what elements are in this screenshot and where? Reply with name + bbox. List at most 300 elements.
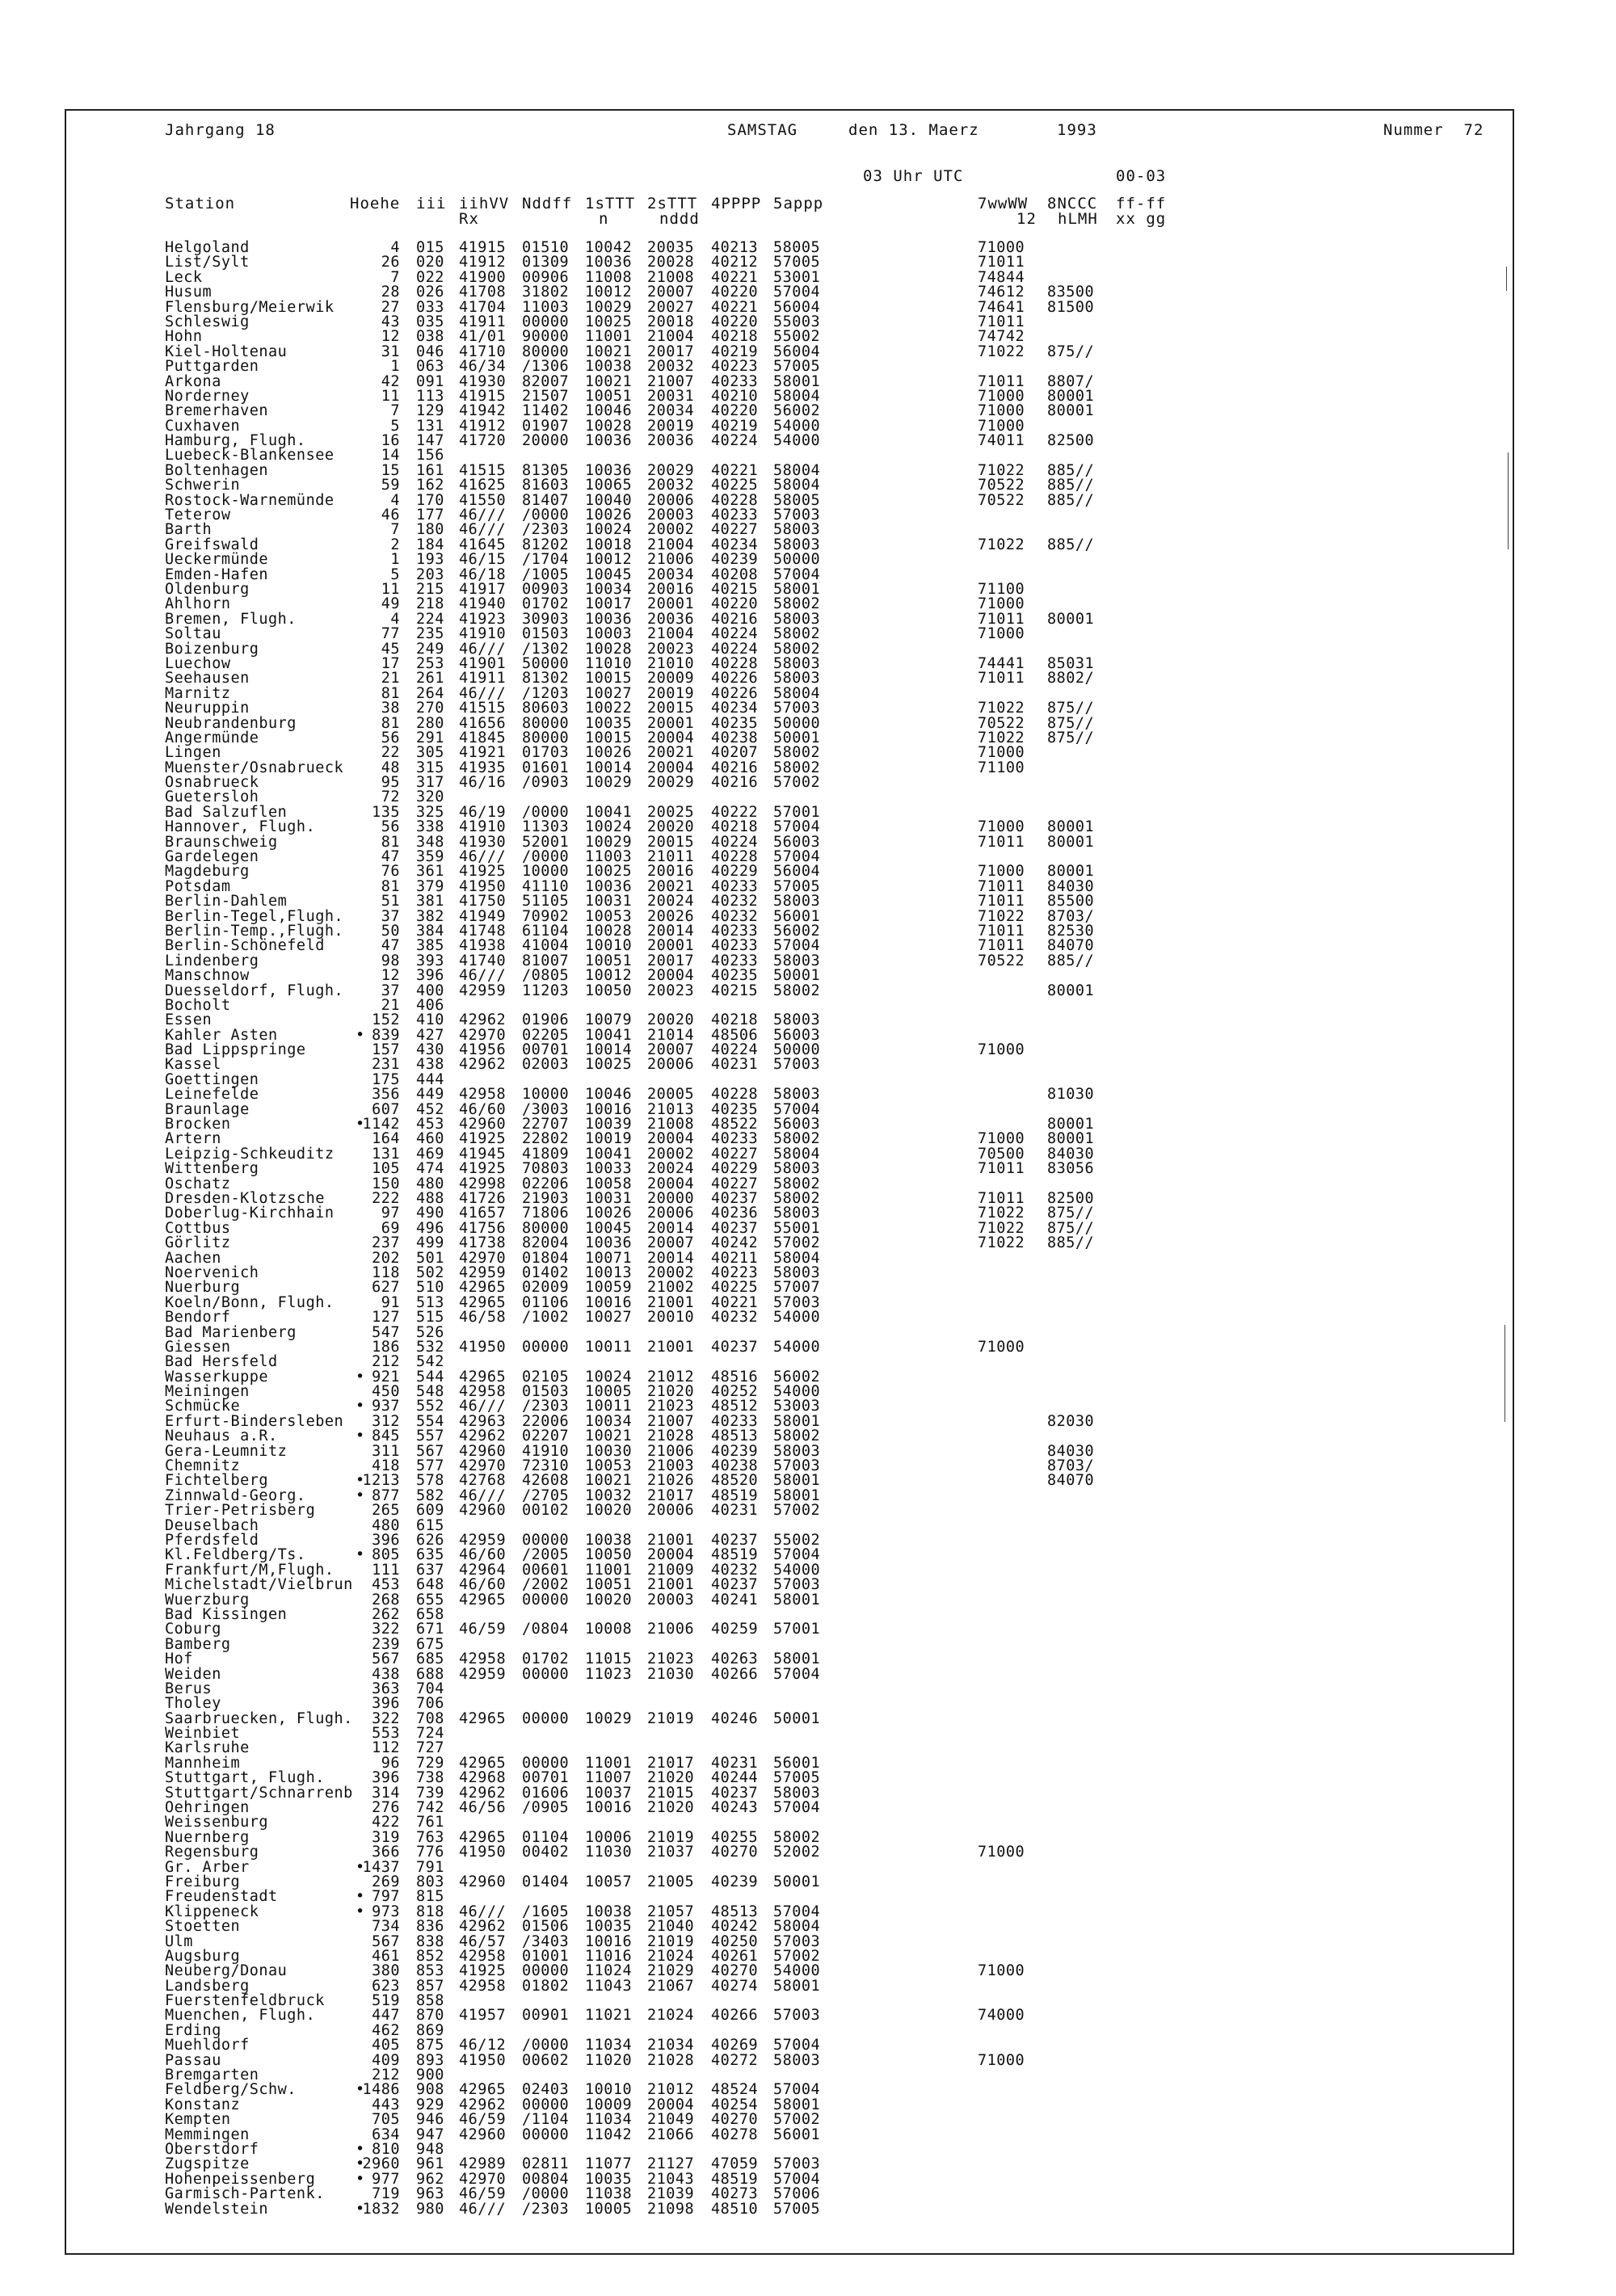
station-cell: 54000 bbox=[773, 1962, 821, 1980]
station-cell: Mannheim bbox=[165, 1754, 241, 1772]
station-cell: 875// bbox=[1047, 700, 1095, 717]
station-cell: 22 bbox=[381, 744, 400, 762]
station-cell: 41950 bbox=[459, 1844, 507, 1861]
station-cell: 71000 bbox=[978, 1962, 1025, 1980]
station-cell: 317 bbox=[416, 774, 444, 792]
station-cell: 41912 bbox=[459, 417, 507, 435]
station-cell: 58002 bbox=[773, 1190, 821, 1207]
station-cell: 845 bbox=[372, 1428, 400, 1445]
station-cell: 10011 bbox=[585, 1338, 633, 1356]
station-cell: 980 bbox=[416, 2200, 444, 2218]
station-cell: 11007 bbox=[585, 1769, 633, 1787]
station-cell: 305 bbox=[416, 744, 444, 762]
station-cell: 58001 bbox=[773, 2096, 821, 2113]
station-cell: 10051 bbox=[585, 952, 633, 969]
station-cell: 11001 bbox=[585, 1754, 633, 1772]
station-cell: 58002 bbox=[773, 1130, 821, 1148]
mountain-station-marker bbox=[356, 2038, 365, 2053]
station-cell: 671 bbox=[416, 1621, 444, 1638]
station-cell: 42962 bbox=[459, 1056, 507, 1074]
station-cell: 791 bbox=[416, 1858, 444, 1876]
station-cell: Erfurt-Bindersleben bbox=[165, 1412, 344, 1430]
station-cell: 510 bbox=[416, 1279, 444, 1297]
station-cell: Saarbruecken, Flugh. bbox=[165, 1709, 353, 1727]
station-cell: 31802 bbox=[522, 284, 570, 301]
station-cell: 655 bbox=[416, 1591, 444, 1608]
station-cell bbox=[711, 1355, 758, 1369]
station-cell: Luechow bbox=[165, 654, 231, 672]
station-cell: 58001 bbox=[773, 1472, 821, 1490]
station-cell: 58002 bbox=[773, 625, 821, 643]
station-cell: 57004 bbox=[773, 1100, 821, 1118]
station-cell: 72 bbox=[381, 788, 400, 806]
station-cell bbox=[1047, 1697, 1094, 1711]
scan-artifact bbox=[1508, 452, 1509, 549]
station-cell: 90000 bbox=[522, 328, 570, 346]
station-cell: 40221 bbox=[711, 1293, 759, 1311]
station-cell: Dresden-Klotzsche bbox=[165, 1190, 325, 1207]
station-cell: 40239 bbox=[711, 551, 759, 569]
station-cell: 21012 bbox=[647, 2081, 695, 2099]
station-cell: 444 bbox=[416, 1070, 444, 1088]
station-cell: 58003 bbox=[773, 952, 821, 969]
station-cell: Leipzig-Schkeuditz bbox=[165, 1145, 335, 1163]
station-cell: 21009 bbox=[647, 1561, 695, 1579]
station-cell: 4 bbox=[390, 239, 400, 256]
station-cell: 10012 bbox=[585, 967, 633, 985]
station-cell: 00602 bbox=[522, 2051, 570, 2069]
col-n: n bbox=[599, 210, 609, 228]
mountain-station-marker bbox=[356, 969, 365, 983]
mountain-station-marker: • bbox=[356, 1888, 365, 1906]
station-cell: 152 bbox=[372, 1011, 400, 1029]
station-cell: 10021 bbox=[585, 1472, 633, 1490]
station-cell: 40239 bbox=[711, 1442, 759, 1460]
mountain-station-marker: • bbox=[356, 1368, 365, 1386]
station-cell bbox=[1047, 1845, 1094, 1860]
station-cell bbox=[978, 360, 1025, 374]
station-cell: 56003 bbox=[773, 1026, 821, 1044]
station-cell: 135 bbox=[372, 803, 400, 821]
station-cell: 41809 bbox=[522, 1145, 570, 1163]
station-cell: 00000 bbox=[522, 1709, 570, 1727]
station-cell: 40228 bbox=[711, 1086, 759, 1104]
station-cell: 50000 bbox=[522, 654, 570, 672]
station-cell: 56002 bbox=[773, 922, 821, 940]
station-cell: 885// bbox=[1047, 491, 1095, 509]
station-cell: 291 bbox=[416, 729, 444, 746]
station-name-column bbox=[165, 241, 353, 2217]
station-cell: 57003 bbox=[773, 2155, 821, 2173]
station-cell: 634 bbox=[372, 2126, 400, 2143]
station-cell: 41935 bbox=[459, 759, 507, 776]
station-cell: 406 bbox=[416, 996, 444, 1014]
station-cell: Bremerhaven bbox=[165, 402, 269, 420]
station-cell: 42965 bbox=[459, 1828, 507, 1846]
station-cell: 212 bbox=[372, 2067, 400, 2084]
station-cell: Freudenstadt bbox=[165, 1888, 278, 1906]
mountain-station-marker bbox=[356, 894, 365, 909]
station-cell: 203 bbox=[416, 566, 444, 583]
station-cell: 01404 bbox=[522, 1873, 570, 1890]
station-cell: Bad Kissingen bbox=[165, 1605, 288, 1623]
station-cell: 41515 bbox=[459, 700, 507, 717]
station-cell: 20003 bbox=[647, 1591, 695, 1608]
station-cell: 21023 bbox=[647, 1651, 695, 1668]
station-cell: Boizenburg bbox=[165, 640, 259, 658]
station-cell: Memmingen bbox=[165, 2126, 250, 2143]
station-cell: 20016 bbox=[647, 580, 695, 598]
station-cell bbox=[978, 2202, 1025, 2217]
station-cell: Ulm bbox=[165, 1932, 193, 1950]
station-cell: 40233 bbox=[711, 1130, 759, 1148]
nddff-column bbox=[522, 241, 569, 2217]
station-cell: 20018 bbox=[647, 313, 695, 330]
station-cell: 10016 bbox=[585, 1100, 633, 1118]
station-cell: 80000 bbox=[522, 343, 570, 360]
mountain-station-marker bbox=[356, 1013, 365, 1028]
station-cell: 46/34 bbox=[459, 358, 507, 376]
station-cell: 885// bbox=[1047, 536, 1095, 553]
station-cell: 40220 bbox=[711, 402, 759, 420]
station-cell: 20023 bbox=[647, 982, 695, 999]
station-cell: 20032 bbox=[647, 358, 695, 376]
station-cell: /1704 bbox=[522, 551, 570, 569]
station-cell: 231 bbox=[372, 1056, 400, 1074]
station-cell: Stuttgart/Schnarrenb bbox=[165, 1784, 353, 1802]
station-cell: 885// bbox=[1047, 952, 1095, 969]
station-cell bbox=[773, 1355, 820, 1369]
mountain-station-marker bbox=[356, 2187, 365, 2201]
station-cell: 7 bbox=[390, 402, 400, 420]
station-cell: 70500 bbox=[978, 1145, 1025, 1163]
station-cell: 01104 bbox=[522, 1828, 570, 1846]
station-cell: 356 bbox=[372, 1086, 400, 1104]
mountain-station-marker bbox=[356, 671, 365, 686]
station-cell: 10021 bbox=[585, 372, 633, 390]
station-cell: 80001 bbox=[1047, 1130, 1095, 1148]
station-cell: 805 bbox=[372, 1546, 400, 1564]
station-cell: 10011 bbox=[585, 1398, 633, 1415]
station-cell: 20009 bbox=[647, 670, 695, 688]
station-cell: 20007 bbox=[647, 1234, 695, 1252]
station-cell: 41910 bbox=[459, 818, 507, 836]
station-cell bbox=[647, 1355, 694, 1369]
station-cell: 41704 bbox=[459, 298, 507, 316]
station-cell bbox=[978, 2038, 1025, 2053]
station-cell: 11001 bbox=[585, 1561, 633, 1579]
station-cell: 58002 bbox=[773, 595, 821, 613]
station-cell: 57005 bbox=[773, 1769, 821, 1787]
station-cell: 38 bbox=[381, 700, 400, 717]
station-cell: 81030 bbox=[1047, 1086, 1095, 1104]
station-cell: 20021 bbox=[647, 877, 695, 895]
station-cell: 40270 bbox=[711, 2111, 759, 2129]
station-cell: 40224 bbox=[711, 833, 759, 851]
iihvv-column bbox=[459, 241, 506, 2217]
station-cell: Feldberg/Schw. bbox=[165, 2081, 297, 2099]
date-label: den 13. Maerz bbox=[848, 121, 979, 139]
station-cell: 83500 bbox=[1047, 284, 1095, 301]
station-cell: 58002 bbox=[773, 982, 821, 999]
station-cell: 41720 bbox=[459, 432, 507, 450]
station-cell: 311 bbox=[372, 1442, 400, 1460]
station-cell: 80001 bbox=[1047, 863, 1095, 881]
station-cell: 10065 bbox=[585, 477, 633, 494]
station-cell: 48522 bbox=[711, 1116, 759, 1133]
station-cell: 20007 bbox=[647, 1041, 695, 1059]
station-cell: 175 bbox=[372, 1070, 400, 1088]
station-cell: 40234 bbox=[711, 536, 759, 553]
station-cell: Lingen bbox=[165, 744, 221, 762]
station-cell: 42962 bbox=[459, 2096, 507, 2113]
station-cell: 42970 bbox=[459, 1249, 507, 1267]
station-cell: 20028 bbox=[647, 254, 695, 271]
station-cell bbox=[522, 1355, 569, 1369]
col-nddd: nddd bbox=[659, 210, 700, 228]
station-cell: 10057 bbox=[585, 1873, 633, 1890]
station-cell: 46/16 bbox=[459, 774, 507, 792]
mountain-station-marker: • bbox=[356, 1487, 365, 1504]
station-cell: 01802 bbox=[522, 1977, 570, 1995]
station-cell: 57005 bbox=[773, 2200, 821, 2218]
station-cell: 72310 bbox=[522, 1457, 570, 1475]
station-cell: 80603 bbox=[522, 700, 570, 717]
station-cell: Marnitz bbox=[165, 684, 231, 702]
station-cell: 035 bbox=[416, 313, 444, 330]
station-cell: 338 bbox=[416, 818, 444, 836]
station-cell: 10028 bbox=[585, 417, 633, 435]
station-cell: /2303 bbox=[522, 521, 570, 539]
station-cell: 22707 bbox=[522, 1116, 570, 1133]
station-cell: Chemnitz bbox=[165, 1457, 241, 1475]
station-cell: 21039 bbox=[647, 2185, 695, 2203]
station-cell bbox=[1047, 360, 1094, 374]
station-cell: Puttgarden bbox=[165, 358, 259, 376]
station-cell: 57003 bbox=[773, 507, 821, 524]
station-cell: 42965 bbox=[459, 2081, 507, 2099]
station-cell: Augsburg bbox=[165, 1947, 241, 1965]
station-cell: 184 bbox=[416, 536, 444, 553]
station-cell: 46/// bbox=[459, 1398, 507, 1415]
station-cell: 81603 bbox=[522, 477, 570, 494]
station-cell: Hohenpeissenberg bbox=[165, 2170, 316, 2188]
station-cell: 11402 bbox=[522, 402, 570, 420]
1sttt-column bbox=[585, 241, 632, 2217]
station-cell: 41740 bbox=[459, 952, 507, 969]
station-cell: 21008 bbox=[647, 1116, 695, 1133]
station-cell: 84030 bbox=[1047, 877, 1095, 895]
station-cell: 71000 bbox=[978, 417, 1025, 435]
station-cell: 58004 bbox=[773, 684, 821, 702]
station-cell: 734 bbox=[372, 1918, 400, 1936]
station-cell: Neuruppin bbox=[165, 700, 250, 717]
station-cell: 57004 bbox=[773, 2037, 821, 2054]
station-cell: Konstanz bbox=[165, 2096, 241, 2113]
station-cell: 810 bbox=[372, 2141, 400, 2158]
station-cell: 42960 bbox=[459, 1502, 507, 1520]
station-cell: 20004 bbox=[647, 967, 695, 985]
station-cell: Landsberg bbox=[165, 1977, 250, 1995]
station-cell: 10035 bbox=[585, 1918, 633, 1936]
station-cell: 41900 bbox=[459, 268, 507, 286]
station-cell: 71022 bbox=[978, 461, 1025, 479]
station-cell: 40210 bbox=[711, 387, 759, 405]
station-cell: 40244 bbox=[711, 1769, 759, 1787]
station-cell: 815 bbox=[416, 1888, 444, 1906]
station-cell: Boltenhagen bbox=[165, 461, 269, 479]
station-cell: 57003 bbox=[773, 1293, 821, 1311]
station-cell: 8703/ bbox=[1047, 907, 1095, 925]
station-cell: 74641 bbox=[978, 298, 1025, 316]
station-cell: 127 bbox=[372, 1309, 400, 1327]
station-cell: 81 bbox=[381, 833, 400, 851]
station-cell: 10038 bbox=[585, 358, 633, 376]
station-cell: 40215 bbox=[711, 982, 759, 999]
station-cell: Schleswig bbox=[165, 313, 250, 330]
station-cell: 00804 bbox=[522, 2170, 570, 2188]
station-cell: 325 bbox=[416, 803, 444, 821]
station-cell: 41656 bbox=[459, 714, 507, 732]
station-cell: 20000 bbox=[647, 1190, 695, 1207]
station-cell: 11024 bbox=[585, 1962, 633, 1980]
station-cell: 40236 bbox=[711, 1205, 759, 1222]
station-cell: 10015 bbox=[585, 729, 633, 746]
station-cell: 56 bbox=[381, 818, 400, 836]
station-cell: 31 bbox=[381, 343, 400, 360]
station-cell: 58002 bbox=[773, 640, 821, 658]
station-cell: 496 bbox=[416, 1219, 444, 1237]
station-cell: 10008 bbox=[585, 1621, 633, 1638]
station-cell: Freiburg bbox=[165, 1873, 241, 1890]
station-cell: 157 bbox=[372, 1041, 400, 1059]
station-cell: 40238 bbox=[711, 729, 759, 746]
station-cell: 4 bbox=[390, 610, 400, 628]
station-cell: Weinbiet bbox=[165, 1725, 241, 1743]
station-cell: 42958 bbox=[459, 1947, 507, 1965]
station-cell: 57003 bbox=[773, 1576, 821, 1594]
station-cell: 58001 bbox=[773, 580, 821, 598]
station-cell: Teterow bbox=[165, 507, 231, 524]
station-cell: 41940 bbox=[459, 595, 507, 613]
station-cell: 186 bbox=[372, 1338, 400, 1356]
station-cell: /2303 bbox=[522, 2200, 570, 2218]
station-cell: 41956 bbox=[459, 1041, 507, 1059]
station-cell: Noervenich bbox=[165, 1264, 259, 1281]
mountain-station-marker bbox=[356, 1503, 365, 1518]
station-cell: 58003 bbox=[773, 2051, 821, 2069]
station-cell: 83056 bbox=[1047, 1160, 1095, 1178]
station-cell: 161 bbox=[416, 461, 444, 479]
station-cell: 41950 bbox=[459, 2051, 507, 2069]
station-cell: Berlin-Tegel,Flugh. bbox=[165, 907, 344, 925]
station-cell: Wendelstein bbox=[165, 2200, 269, 2218]
station-cell: 1832 bbox=[362, 2200, 400, 2218]
station-cell bbox=[978, 1920, 1025, 1934]
station-cell: Artern bbox=[165, 1130, 221, 1148]
station-cell: 10024 bbox=[585, 818, 633, 836]
station-cell: 48512 bbox=[711, 1398, 759, 1415]
station-cell bbox=[1047, 1013, 1094, 1028]
station-cell: 11077 bbox=[585, 2155, 633, 2173]
station-cell: 40212 bbox=[711, 254, 759, 271]
mountain-station-marker bbox=[356, 1652, 365, 1667]
station-cell: 00903 bbox=[522, 580, 570, 598]
station-cell: 10059 bbox=[585, 1279, 633, 1297]
station-cell: 40272 bbox=[711, 2051, 759, 2069]
station-cell: 71011 bbox=[978, 254, 1025, 271]
station-cell: 48513 bbox=[711, 1903, 759, 1920]
station-cell: 875// bbox=[1047, 1219, 1095, 1237]
station-cell: 8703/ bbox=[1047, 1457, 1095, 1475]
station-cell: /0905 bbox=[522, 1799, 570, 1817]
station-cell: 215 bbox=[416, 580, 444, 598]
station-cell: 21001 bbox=[647, 1531, 695, 1549]
station-cell: 42970 bbox=[459, 1026, 507, 1044]
station-cell: 382 bbox=[416, 907, 444, 925]
station-cell: 21020 bbox=[647, 1799, 695, 1817]
station-cell: 21002 bbox=[647, 1279, 695, 1297]
station-cell: 54000 bbox=[773, 417, 821, 435]
station-cell: 40211 bbox=[711, 1249, 759, 1267]
station-cell: 21024 bbox=[647, 2007, 695, 2025]
station-cell: 40233 bbox=[711, 372, 759, 390]
station-cell: 46/60 bbox=[459, 1546, 507, 1564]
station-cell bbox=[1047, 746, 1094, 760]
station-cell: 719 bbox=[372, 2185, 400, 2203]
station-cell: 490 bbox=[416, 1205, 444, 1222]
station-cell: 00102 bbox=[522, 1502, 570, 1520]
station-cell: 84070 bbox=[1047, 937, 1095, 955]
station-cell: 55002 bbox=[773, 1531, 821, 1549]
station-cell: 42958 bbox=[459, 1086, 507, 1104]
station-cell: 71022 bbox=[978, 700, 1025, 717]
station-cell: 10020 bbox=[585, 1591, 633, 1608]
station-cell: 01606 bbox=[522, 1784, 570, 1802]
station-cell: 12 bbox=[381, 967, 400, 985]
station-cell: 96 bbox=[381, 1754, 400, 1772]
station-cell: 150 bbox=[372, 1175, 400, 1192]
station-cell: 609 bbox=[416, 1502, 444, 1520]
station-cell: /3403 bbox=[522, 1932, 570, 1950]
station-cell: 58001 bbox=[773, 1412, 821, 1430]
station-cell: 21 bbox=[381, 670, 400, 688]
station-cell: 10026 bbox=[585, 507, 633, 524]
station-cell: 50001 bbox=[773, 1873, 821, 1890]
station-cell: 40270 bbox=[711, 1844, 759, 1861]
station-cell: 21006 bbox=[647, 1442, 695, 1460]
station-cell: Kassel bbox=[165, 1056, 221, 1074]
station-cell: 41949 bbox=[459, 907, 507, 925]
station-cell: 54000 bbox=[773, 1383, 821, 1401]
station-cell: 10038 bbox=[585, 1903, 633, 1920]
station-cell: 40227 bbox=[711, 1145, 759, 1163]
station-cell: 322 bbox=[372, 1621, 400, 1638]
station-cell: 21019 bbox=[647, 1828, 695, 1846]
station-cell: 20004 bbox=[647, 759, 695, 776]
station-cell: 71022 bbox=[978, 1219, 1025, 1237]
station-cell: Greifswald bbox=[165, 536, 259, 553]
station-cell: 40261 bbox=[711, 1947, 759, 1965]
station-cell: 544 bbox=[416, 1368, 444, 1386]
station-cell: 48519 bbox=[711, 1546, 759, 1564]
station-cell: 10040 bbox=[585, 491, 633, 509]
station-cell: Bendorf bbox=[165, 1309, 231, 1327]
station-cell: 21020 bbox=[647, 1383, 695, 1401]
station-cell: 877 bbox=[372, 1487, 400, 1504]
station-cell: 10010 bbox=[585, 937, 633, 955]
station-cell: 71011 bbox=[978, 670, 1025, 688]
